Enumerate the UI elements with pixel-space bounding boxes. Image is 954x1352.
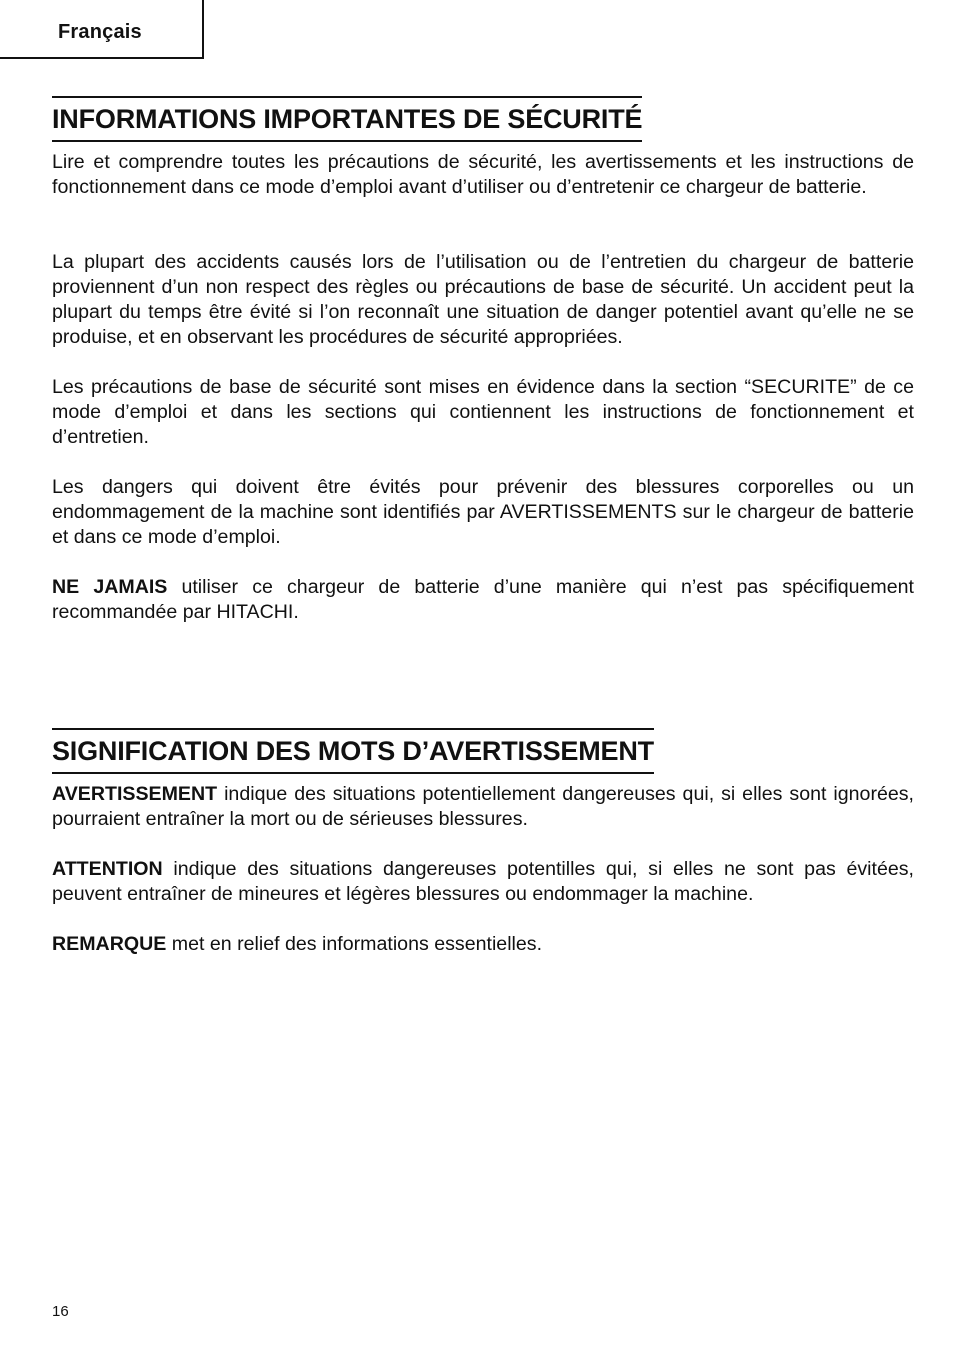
safety-paragraph-4: Les dangers qui doivent être évités pour prévenir des blessures corporelles ou un endommagement de la machine sont identifiés par AVERTISSEMENTS sur le chargeur de batterie et dans ce mode d’emploi. [52, 476, 914, 548]
safety-info-heading: INFORMATIONS IMPORTANTES DE SÉCURITÉ [52, 96, 642, 142]
warning-text: indique des situations potentiellement dangereuses qui, si elles sont ignorées, pourraient entraîner la mort ou de sérieuses blessures. [52, 783, 914, 830]
warning-term: AVERTISSEMENT [52, 783, 218, 805]
page-number: 16 [52, 1303, 69, 1320]
caution-term: ATTENTION [52, 858, 163, 880]
safety-paragraph-2: La plupart des accidents causés lors de l’utilisation ou de l’entretien du chargeur de batterie proviennent d’un non respect des règles ou précautions de base de sécurité. Un accident peut la plupart du temps être évité si l’on reconnaît une situation de danger potentiel avant qu’elle ne se produise, et en observant les procédures de sécurité appropriées. [52, 251, 914, 348]
language-tab [0, 0, 204, 59]
never-emphasis: NE JAMAIS [52, 576, 168, 598]
warning-definition [52, 782, 914, 832]
safety-paragraph-3: Les précautions de base de sécurité sont mises en évidence dans la section “SECURITE” de ce mode d’emploi et dans les sections qui contiennent les instructions de fonctionnement et d’entretien. [52, 376, 914, 448]
safety-paragraph-5 [52, 575, 914, 625]
note-term: REMARQUE [52, 933, 167, 955]
caution-definition [52, 857, 914, 907]
never-text: utiliser ce chargeur de batterie d’une manière qui n’est pas spécifiquement recommandée par HITACHI. [52, 576, 914, 623]
warning-words-heading: SIGNIFICATION DES MOTS D’AVERTISSEMENT [52, 728, 654, 774]
note-definition [52, 932, 914, 957]
note-text: met en relief des informations essentielles. [166, 933, 543, 955]
caution-text: indique des situations dangereuses potentilles qui, si elles ne sont pas évitées, peuvent entraîner de mineures et légères blessures ou endommager la machine. [52, 858, 914, 905]
language-label: Français [58, 21, 142, 43]
safety-paragraph-1: Lire et comprendre toutes les précautions de sécurité, les avertissements et les instructions de fonctionnement dans ce mode d’emploi avant d’utiliser ou d’entretenir ce chargeur de batterie. [52, 151, 914, 198]
